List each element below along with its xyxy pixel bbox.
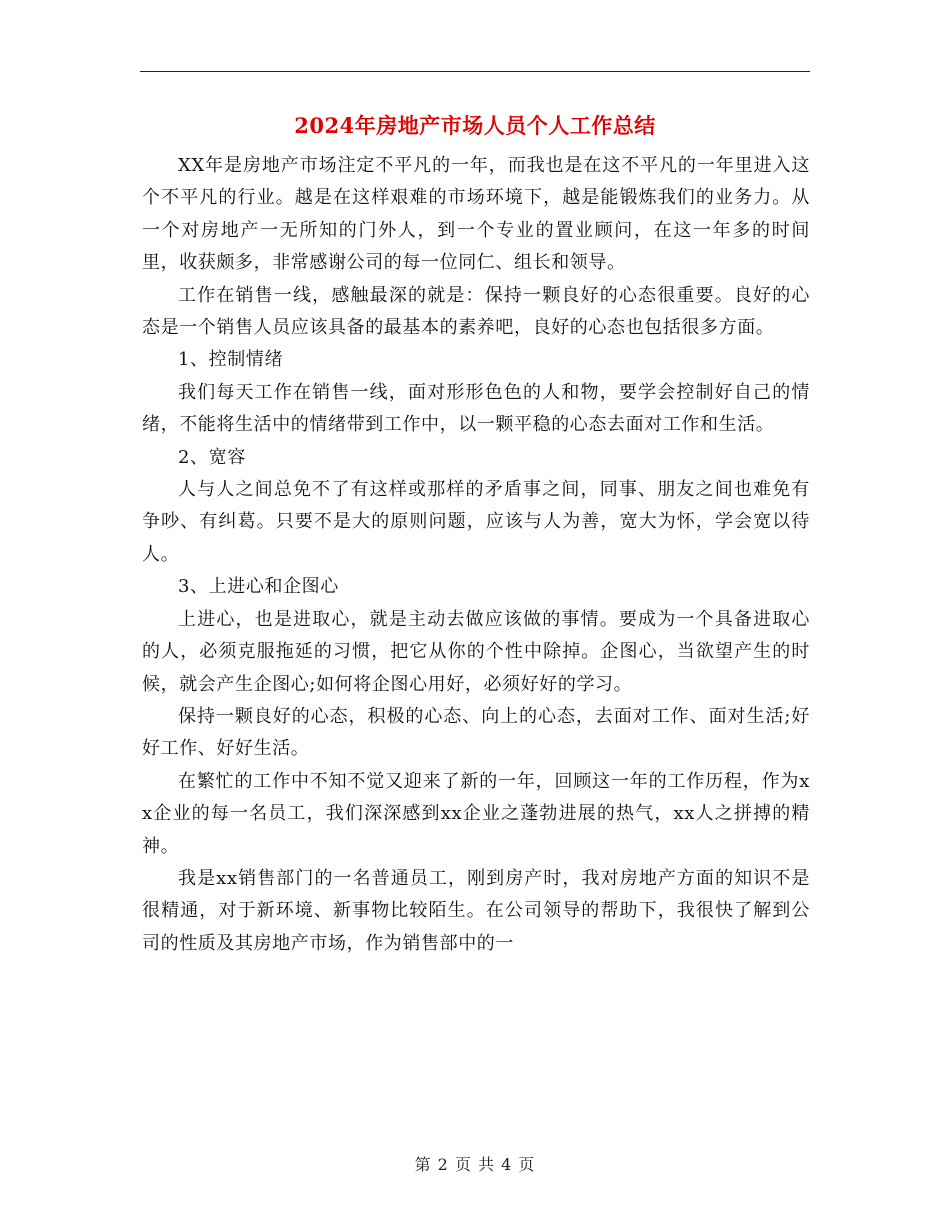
total-pages-number: 4 bbox=[501, 1155, 513, 1174]
paragraph: 我们每天工作在销售一线，面对形形色色的人和物，要学会控制好自己的情绪，不能将生活中的情绪带到工作中，以一颗平稳的心态去面对工作和生活。 bbox=[142, 381, 810, 436]
paragraph: 我是xx销售部门的一名普通员工，刚到房产时，我对房地产方面的知识不是很精通，对于新环境、新事物比较陌生。在公司领导的帮助下，我很快了解到公司的性质及其房地产市场，作为销售部中的一 bbox=[142, 867, 810, 954]
document-body bbox=[142, 150, 810, 960]
current-page-number: 2 bbox=[437, 1155, 449, 1174]
paragraph: 工作在销售一线，感触最深的就是：保持一颗良好的心态很重要。良好的心态是一个销售人员应该具备的最基本的素养吧，良好的心态也包括很多方面。 bbox=[142, 284, 810, 339]
footer-suffix: 页 bbox=[518, 1155, 536, 1174]
document-title: 2024年房地产市场人员个人工作总结 bbox=[294, 113, 656, 138]
page-footer bbox=[0, 1152, 950, 1175]
paragraph: 保持一颗良好的心态，积极的心态、向上的心态，去面对工作、面对生活;好好工作、好好生活。 bbox=[142, 705, 810, 760]
section-heading: 3、上进心和企图心 bbox=[178, 576, 339, 598]
footer-prefix: 第 bbox=[414, 1155, 432, 1174]
header-rule bbox=[140, 71, 810, 72]
section-heading: 2、宽容 bbox=[178, 446, 246, 468]
paragraph: 人与人之间总免不了有这样或那样的矛盾事之间，同事、朋友之间也难免有争吵、有纠葛。只要不是大的原则问题，应该与人为善，宽大为怀，学会宽以待人。 bbox=[142, 479, 810, 565]
footer-middle: 页 共 bbox=[454, 1155, 496, 1174]
paragraph: 上进心，也是进取心，就是主动去做应该做的事情。要成为一个具备进取心的人，必须克服拖延的习惯，把它从你的个性中除掉。企图心，当欲望产生的时候，就会产生企图心;如何将企图心用好，必须好好的学习。 bbox=[142, 608, 810, 695]
section-heading: 1、控制情绪 bbox=[178, 349, 284, 371]
paragraph: XX年是房地产市场注定不平凡的一年，而我也是在这不平凡的一年里进入这个不平凡的行业。越是在这样艰难的市场环境下，越是能锻炼我们的业务力。从一个对房地产一无所知的门外人，到一个专业的置业顾问，在这一年多的时间里，收获颇多，非常感谢公司的每一位同仁、组长和领导。 bbox=[142, 155, 810, 274]
paragraph: 在繁忙的工作中不知不觉又迎来了新的一年，回顾这一年的工作历程，作为xx企业的每一名员工，我们深深感到xx企业之蓬勃进展的热气，xx人之拼搏的精神。 bbox=[142, 770, 810, 857]
